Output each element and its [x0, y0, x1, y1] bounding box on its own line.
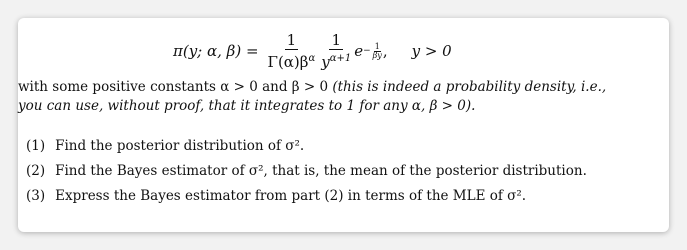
formula-fraction-power [319, 32, 353, 70]
question-text: Find the posterior distribution of σ². [55, 138, 305, 154]
formula-condition: y > 0 [411, 42, 452, 60]
question-item [26, 134, 656, 159]
question-number: (1) [26, 138, 46, 154]
question-item [26, 184, 656, 209]
description-paragraph [18, 78, 618, 116]
fraction-denominator: $y^{\alpha+1}$ [321, 53, 352, 71]
density-formula [173, 26, 452, 76]
question-list [26, 134, 656, 209]
question-text: Express the Bayes estimator from part (2) in terms of the MLE of σ². [55, 188, 527, 204]
fraction-denominator: $\Gamma(\alpha)\beta^\alpha$ [267, 53, 316, 71]
formula-lhs: π(y; α, β) = [173, 42, 259, 60]
question-number: (3) [26, 188, 46, 204]
exponential-base: e [354, 42, 364, 60]
formula-fraction-gamma [266, 32, 318, 70]
question-number: (2) [26, 163, 46, 179]
content-card [18, 18, 669, 232]
exponent: − [363, 46, 371, 56]
question-item [26, 159, 656, 184]
exponent-fraction: $\frac{1}{\beta y}$ [372, 41, 382, 60]
formula-comma: , [382, 42, 388, 60]
fraction-numerator: 1 [286, 31, 297, 49]
paragraph-main-text: with some positive constants α > 0 and β > 0 [18, 79, 333, 95]
paragraph-note: (this is indeed a probability density, i.e., you can use, without proof, that it integrates to 1 for any α, β > 0). [18, 79, 607, 114]
question-text: Find the Bayes estimator of σ², that is, the mean of the posterior distribution. [55, 163, 587, 179]
fraction-numerator: 1 [331, 31, 341, 49]
